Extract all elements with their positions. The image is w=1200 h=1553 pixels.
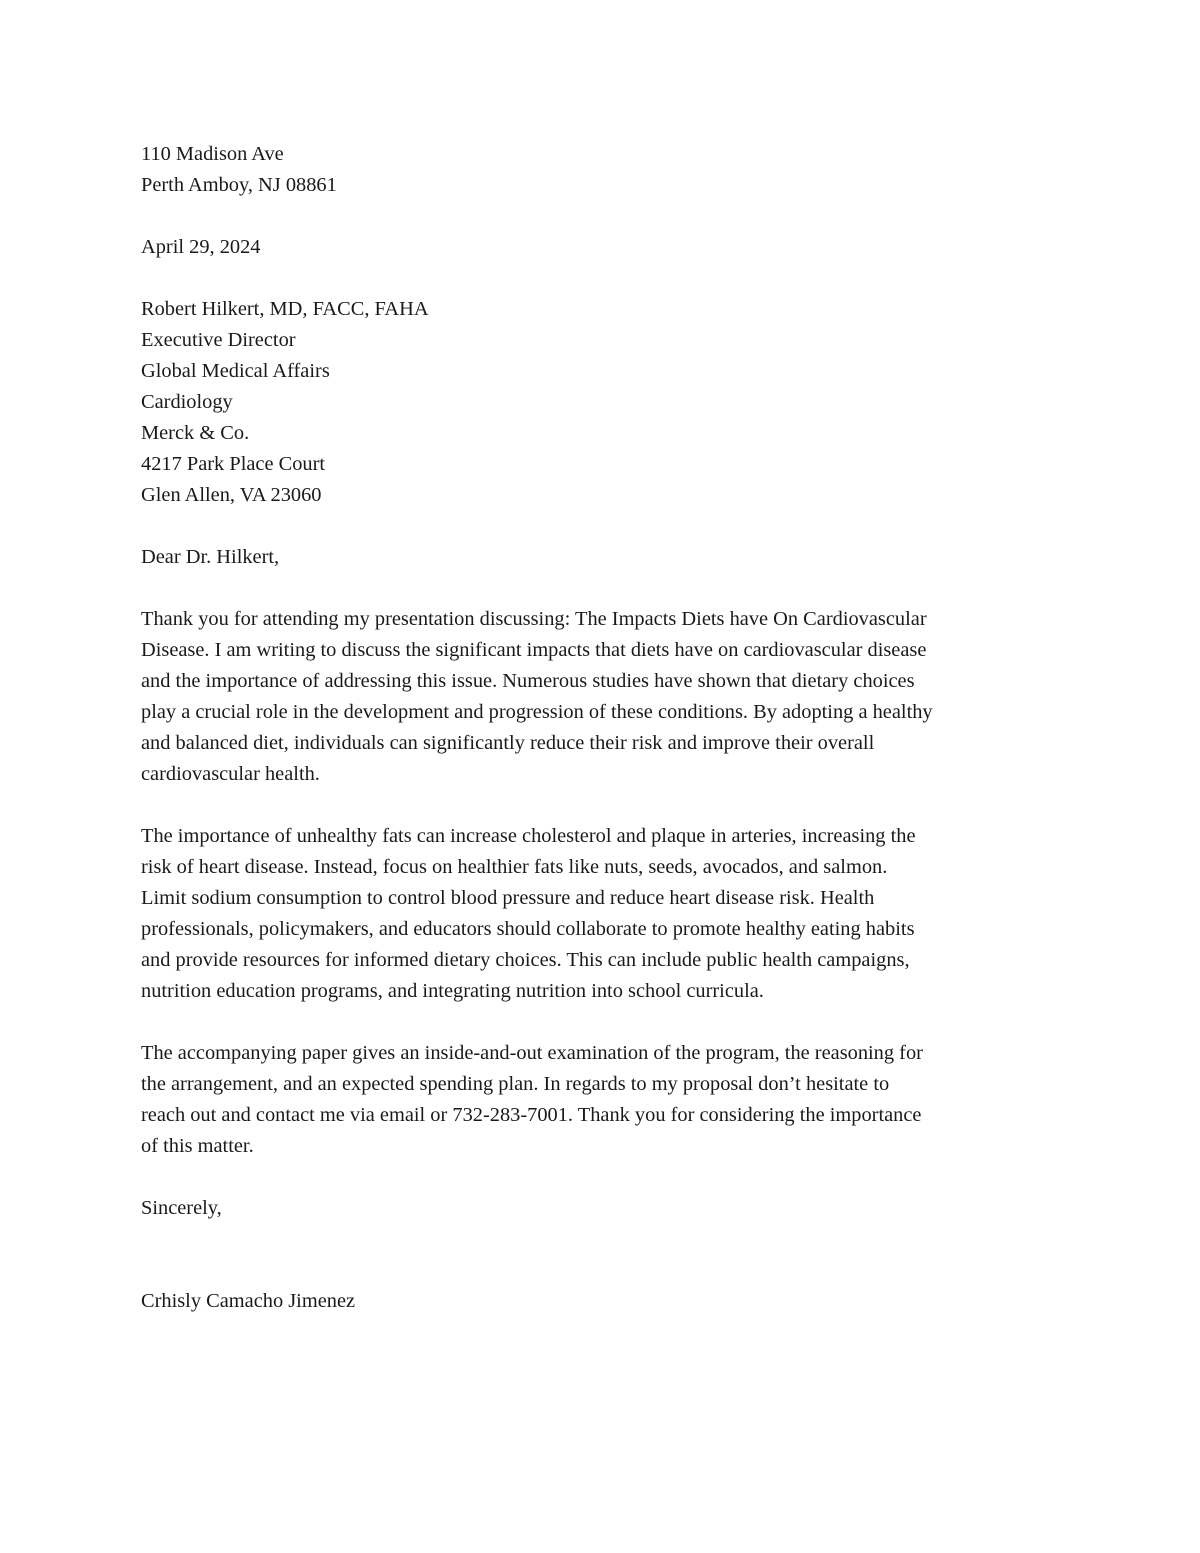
sender-city-state-zip: Perth Amboy, NJ 08861 <box>141 174 337 196</box>
paragraph-line: and provide resources for informed dietary choices. This can include public health campaigns, <box>141 949 910 971</box>
paragraph-line: and balanced diet, individuals can significantly reduce their risk and improve their overall <box>141 732 875 754</box>
paragraph-line: Disease. I am writing to discuss the significant impacts that diets have on cardiovascular disease <box>141 639 927 661</box>
paragraph-line: risk of heart disease. Instead, focus on healthier fats like nuts, seeds, avocados, and salmon. <box>141 856 888 878</box>
paragraph-line: cardiovascular health. <box>141 763 320 785</box>
paragraph-1 <box>141 604 1061 790</box>
paragraph-line: play a crucial role in the development and progression of these conditions. By adopting a healthy <box>141 701 933 723</box>
recipient-street: 4217 Park Place Court <box>141 453 326 475</box>
recipient-department: Global Medical Affairs <box>141 360 330 382</box>
paragraph-line: and the importance of addressing this issue. Numerous studies have shown that dietary choices <box>141 670 915 692</box>
paragraph-line: reach out and contact me via email or 732-283-7001. Thank you for considering the importance <box>141 1104 922 1126</box>
paragraph-line: Limit sodium consumption to control blood pressure and reduce heart disease risk. Health <box>141 887 875 909</box>
salutation: Dear Dr. Hilkert, <box>141 546 280 568</box>
paragraph-line: the arrangement, and an expected spending plan. In regards to my proposal don’t hesitate to <box>141 1073 890 1095</box>
paragraph-line: The importance of unhealthy fats can increase cholesterol and plaque in arteries, increasing the <box>141 825 916 847</box>
paragraph-line: nutrition education programs, and integrating nutrition into school curricula. <box>141 980 764 1002</box>
recipient-specialty: Cardiology <box>141 391 233 413</box>
recipient-name: Robert Hilkert, MD, FACC, FAHA <box>141 298 429 320</box>
paragraph-line: Thank you for attending my presentation discussing: The Impacts Diets have On Cardiovascular <box>141 608 927 630</box>
paragraph-line: professionals, policymakers, and educators should collaborate to promote healthy eating habits <box>141 918 915 940</box>
recipient-company: Merck & Co. <box>141 422 250 444</box>
paragraph-line: The accompanying paper gives an inside-and-out examination of the program, the reasoning for <box>141 1042 923 1064</box>
paragraph-3 <box>141 1038 1061 1162</box>
recipient-title: Executive Director <box>141 329 296 351</box>
paragraph-2 <box>141 821 1061 1007</box>
sender-address <box>141 139 1061 201</box>
recipient-address <box>141 294 1061 511</box>
paragraph-line: of this matter. <box>141 1135 254 1157</box>
sender-street: 110 Madison Ave <box>141 143 284 165</box>
closing: Sincerely, <box>141 1197 222 1219</box>
letter-date: April 29, 2024 <box>141 236 261 258</box>
recipient-city-state-zip: Glen Allen, VA 23060 <box>141 484 322 506</box>
letter-body <box>141 139 1061 1317</box>
signature-name: Crhisly Camacho Jimenez <box>141 1290 356 1312</box>
